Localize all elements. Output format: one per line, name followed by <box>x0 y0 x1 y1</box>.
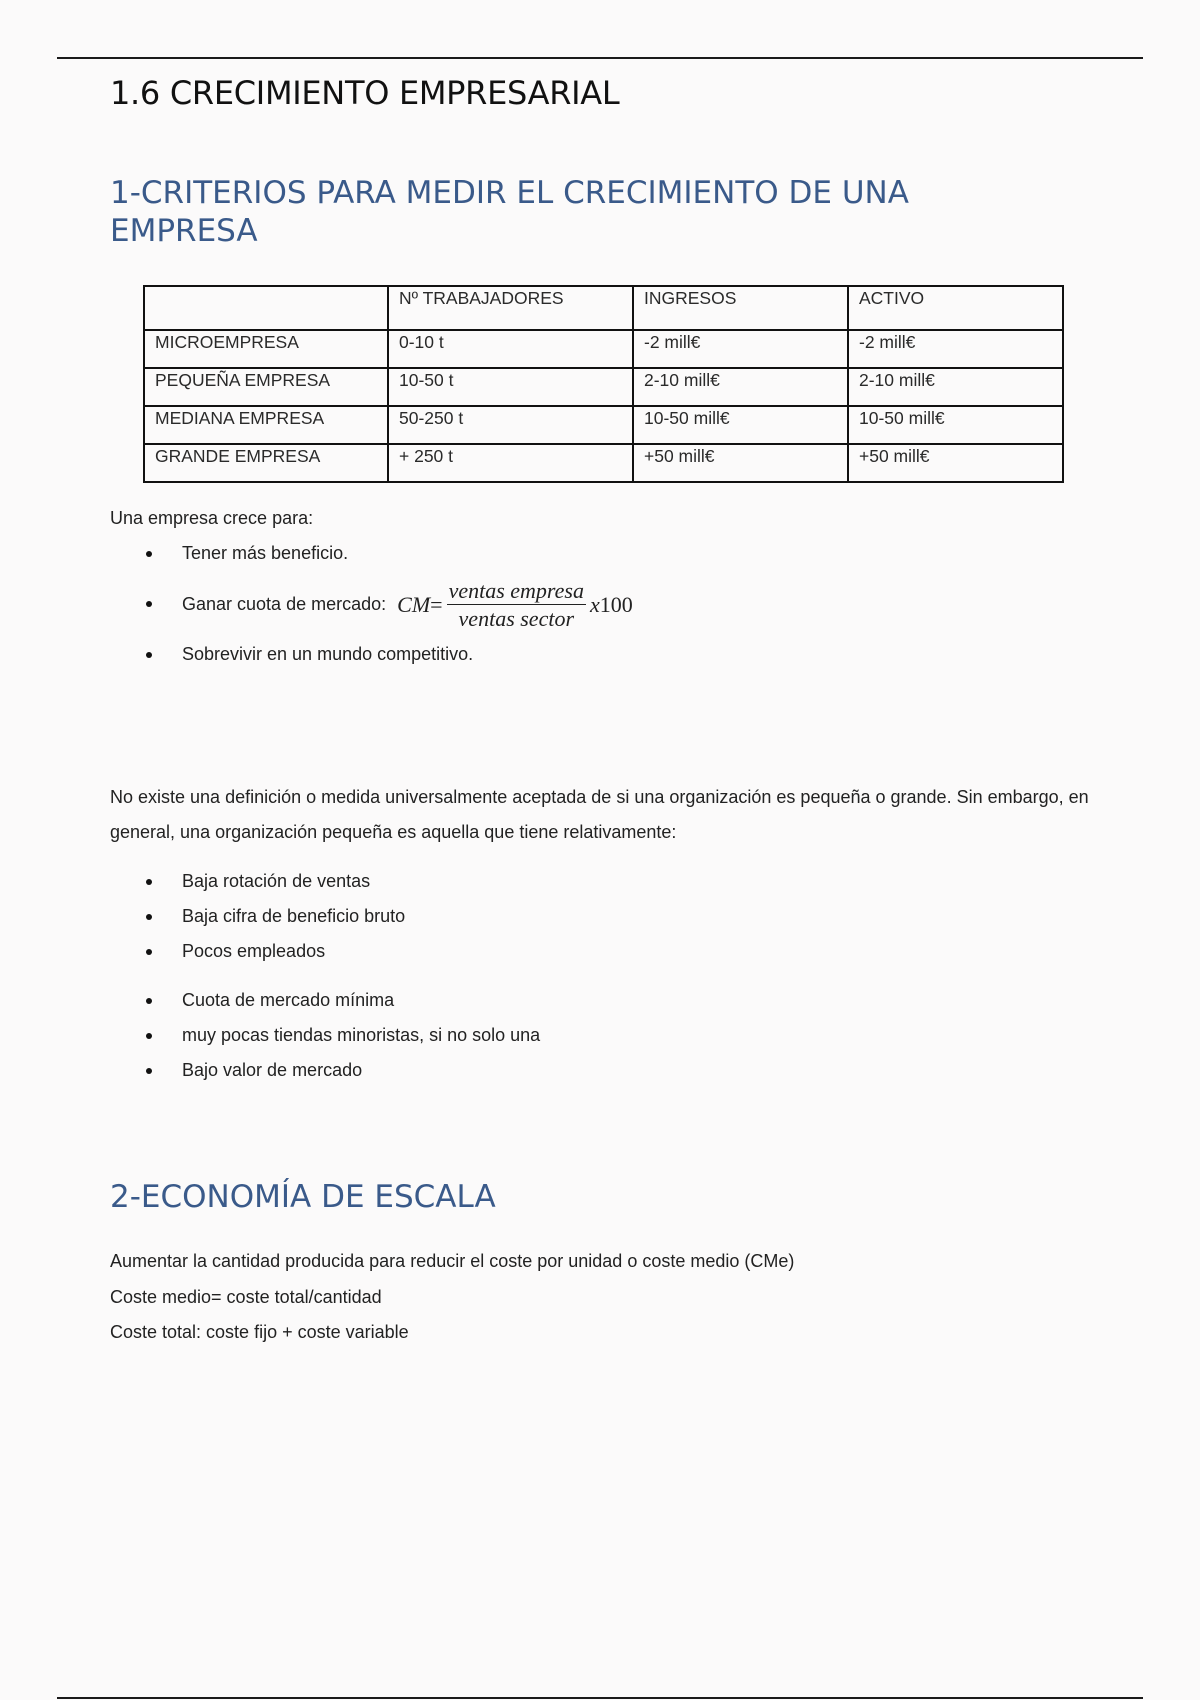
table-cell: + 250 t <box>388 444 633 482</box>
formula-numerator: ventas empresa <box>448 578 584 604</box>
economy-of-scale-line: Coste total: coste fijo + coste variable <box>110 1322 409 1342</box>
economy-of-scale-line: Coste medio= coste total/cantidad <box>110 1287 382 1307</box>
small-business-traits-list <box>110 864 405 969</box>
table-cell: -2 mill€ <box>633 330 848 368</box>
page-title: 1.6 CRECIMIENTO EMPRESARIAL <box>110 74 620 112</box>
table-cell: 2-10 mill€ <box>633 368 848 406</box>
table-row <box>144 330 1063 368</box>
list-item: Cuota de mercado mínima <box>110 983 540 1018</box>
table-header-cell <box>144 286 388 330</box>
company-size-table <box>143 285 1064 483</box>
list-item: muy pocas tiendas minoristas, si no solo una <box>110 1018 540 1053</box>
list-item: Bajo valor de mercado <box>110 1053 540 1088</box>
list-item-text: Sobrevivir en un mundo competitivo. <box>182 644 474 664</box>
table-cell: 10-50 mill€ <box>848 406 1063 444</box>
section-heading-economia-escala: 2-ECONOMÍA DE ESCALA <box>110 1179 496 1215</box>
market-share-formula <box>397 580 633 630</box>
table-row <box>144 368 1063 406</box>
economy-of-scale-line: Aumentar la cantidad producida para reducir el coste por unidad o coste medio (CMe) <box>110 1251 795 1271</box>
list-item: Baja rotación de ventas <box>110 864 405 899</box>
formula-equals: = <box>430 592 443 618</box>
list-item-text: Tener más beneficio. <box>182 543 349 563</box>
table-cell: 2-10 mill€ <box>848 368 1063 406</box>
table-cell: 50-250 t <box>388 406 633 444</box>
section-heading-criterios: 1-CRITERIOS PARA MEDIR EL CRECIMIENTO DE UNA EMPRESA <box>110 175 909 249</box>
table-header-row <box>144 286 1063 330</box>
growth-intro: Una empresa crece para: <box>110 508 314 528</box>
list-item-text: Ganar cuota de mercado: <box>182 594 387 614</box>
table-cell: MEDIANA EMPRESA <box>144 406 388 444</box>
table-cell: +50 mill€ <box>848 444 1063 482</box>
small-business-definition: No existe una definición o medida universalmente aceptada de si una organización es pequeña o grande. Sin embargo, en general, una organización pequeña es aquella que tiene relativamente: <box>110 787 1089 842</box>
table-header-cell: INGRESOS <box>633 286 848 330</box>
formula-factor: 100 <box>599 592 633 618</box>
table-cell: +50 mill€ <box>633 444 848 482</box>
list-item: Baja cifra de beneficio bruto <box>110 899 405 934</box>
table-header-cell: ACTIVO <box>848 286 1063 330</box>
formula-lhs: CM <box>397 592 431 618</box>
table-row <box>144 444 1063 482</box>
list-item: Pocos empleados <box>110 934 405 969</box>
table-row <box>144 406 1063 444</box>
table-cell: -2 mill€ <box>848 330 1063 368</box>
formula-multiplier: x <box>590 592 600 618</box>
formula-denominator: ventas sector <box>458 606 575 632</box>
small-business-traits-list-continued <box>110 983 540 1088</box>
list-item <box>110 637 1010 672</box>
list-item <box>110 571 1010 637</box>
table-cell: PEQUEÑA EMPRESA <box>144 368 388 406</box>
list-item <box>110 536 1010 571</box>
table-cell: 10-50 mill€ <box>633 406 848 444</box>
growth-reasons-list <box>110 536 1010 672</box>
table-cell: MICROEMPRESA <box>144 330 388 368</box>
footer-rule <box>57 1697 1143 1699</box>
table-cell: GRANDE EMPRESA <box>144 444 388 482</box>
table-cell: 10-50 t <box>388 368 633 406</box>
formula-fraction <box>447 580 586 630</box>
table-header-cell: Nº TRABAJADORES <box>388 286 633 330</box>
table-cell: 0-10 t <box>388 330 633 368</box>
header-rule <box>57 57 1143 59</box>
